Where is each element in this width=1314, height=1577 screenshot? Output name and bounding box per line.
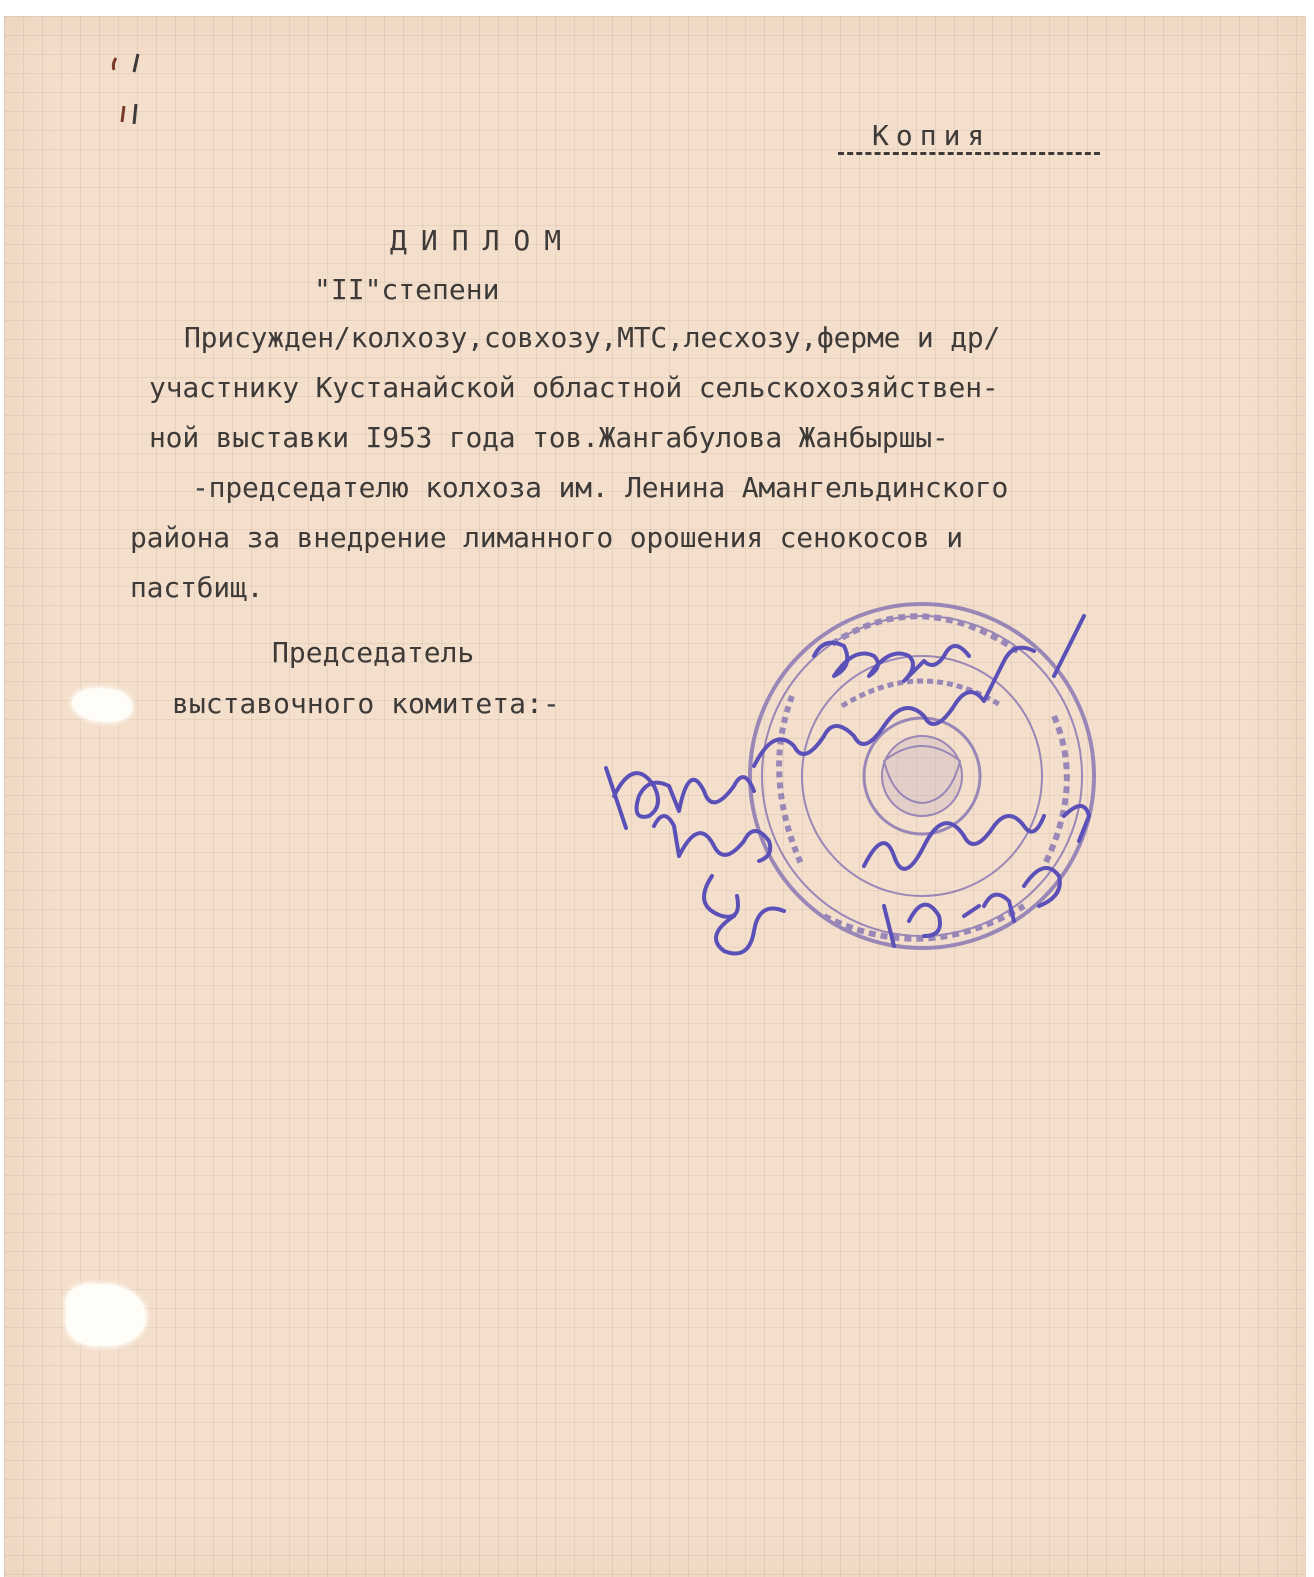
body-line: участнику Кустанайской областной сельскохозяйствен- bbox=[149, 371, 999, 404]
round-seal bbox=[750, 604, 1094, 948]
seal-and-signature bbox=[584, 586, 1124, 986]
body-line: пастбищ. bbox=[130, 571, 264, 604]
signatory-title: Председатель bbox=[272, 636, 475, 669]
diploma-title: ДИПЛОМ bbox=[390, 224, 576, 257]
document-sheet bbox=[4, 16, 1306, 1577]
copy-mark: Копия bbox=[872, 119, 992, 152]
body-line: района за внедрение лиманного орошения сенокосов и bbox=[130, 521, 963, 554]
handwritten-signature bbox=[606, 616, 1089, 954]
punch-hole bbox=[66, 1284, 146, 1346]
body-line: -председателю колхоза им. Ленина Амангельдинского bbox=[192, 471, 1009, 504]
punch-hole bbox=[72, 688, 132, 722]
copy-mark-underline bbox=[838, 152, 1100, 155]
edge-ink-marks bbox=[104, 44, 154, 154]
body-line: ной выставки I953 года тов.Жангабулова Жанбыршы- bbox=[149, 421, 949, 454]
body-line: Присужден/колхозу,совхозу,МТС,лесхозу,ферме и др/ bbox=[184, 321, 1001, 354]
signatory-committee: выставочного комитета:- bbox=[172, 687, 560, 720]
diploma-degree: "II"степени bbox=[314, 273, 500, 306]
